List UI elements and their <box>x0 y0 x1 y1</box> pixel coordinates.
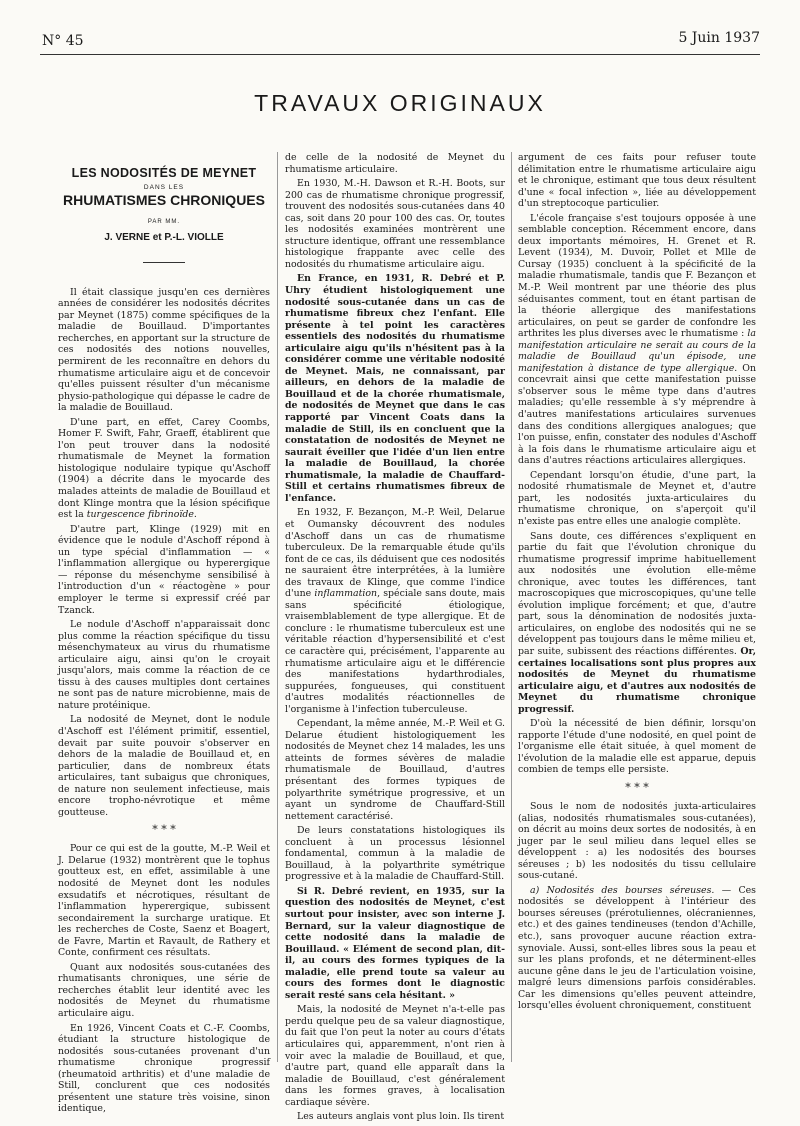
paragraph: Pour ce qui est de la goutte, M.-P. Weil et J. Delarue (1932) montrèrent que le tophus goutteux est, en effet, assimilable à une nodosité de Meynet dont les nodules exsudatifs et nécrotiques, résultant de l'inflammation hyperergique, subissent secondairement la surcharge uratique. Et les recherches de Coste, Saenz et Boagert, de Favre, Martin et Ravault, de Rathery et Conte, confirment ces résultats. <box>58 843 270 959</box>
paragraph: Cependant, la même année, M.-P. Weil et G. Delarue étudient histologiquement les nodosités de Meynet chez 14 malades, les uns atteints de formes sévères de maladie rhumatismale de Bouillaud, d'autres présentant des formes typiques de polyarthrite symétrique progressive, et un ayant un syndrome de Chauffard-Still nettement caractérisé. <box>285 718 505 822</box>
column-divider <box>277 152 278 1062</box>
paragraph: Il était classique jusqu'en ces dernières années de considérer les nodosités décrites par Meynet (1875) comme spécifiques de la maladie de Bouillaud. D'importantes recherches, en apportant sur la structure de ces nodosités des notions nouvelles, permirent de les reconnaître en dehors du rhumatisme articulaire aigu et de concevoir qu'elles puissent résulter d'un mécanisme physio-pathologique qui dépasse le cadre de la maladie de Bouillaud. <box>58 286 270 414</box>
paragraph: argument de ces faits pour refuser toute délimitation entre le rhumatisme articulaire aigu et le chronique, estimant que tous deux résultent d'une « focal infection », liée au développement d'un streptocoque particulier. <box>518 152 756 210</box>
column-1 <box>58 152 270 1118</box>
paragraph: Mais, la nodosité de Meynet n'a-t-elle pas perdu quelque peu de sa valeur diagnostique, du fait que l'on peut la noter au cours d'états articulaires qui, apparemment, n'ont rien à voir avec la maladie de Bouillaud, et que, d'autre part, quand elle apparaît dans la maladie de Bouillaud, c'est généralement dans les formes graves, à localisation cardiaque sévère. <box>285 1004 505 1108</box>
article-title-block <box>58 168 270 244</box>
paragraph: Sous le nom de nodosités juxta-articulaires (alias, nodosités rhumatismales sous-cutanées), on décrit au moins deux sortes de nodosités, à en juger par le seul milieu dans lequel elles se développent : a) les nodosités des bourses séreuses ; b) les nodosités du tissu cellulaire sous-cutané. <box>518 800 756 882</box>
article-by: PAR MM. <box>147 218 181 225</box>
paragraph: De leurs constatations histologiques ils concluent à un processus lésionnel fondamental, commun à la maladie de Bouillaud, à la polyarthrite symétrique progressive et à la maladie de Chauffard-Still. <box>285 825 505 883</box>
article-title-line2: DANS LES <box>143 183 185 191</box>
section-stars: * * * <box>152 823 176 837</box>
paragraph: L'école française s'est toujours opposée à une semblable conception. Récemment encore, dans deux importants mémoires, H. Grenet et R. Levent (1934), M. Duvoir, Pollet et Mlle de Cursay (1935) concluent à la spécificité de la maladie rhumatismale, tandis que F. Bezançon et M.-P. Weil montrent par une théorie des plus séduisantes comment, tout en étant partisan de la théorie allergique des manifestations articulaires, on peut se garder de confondre les arthrites les plus diverses avec le rhumatisme : la manifestation articulaire ne serait au cours de la maladie de Bouillaud qu'un épisode, une manifestation à distance de type allergique. On concevrait ainsi que cette manifestation puisse s'observer sous le même type dans d'autres maladies; qu'elle ressemble à s'y méprendre à d'autres manifestations articulaires survenues dans des conditions allergiques analogues; que l'on puisse, enfin, constater des nodules d'Aschoff à la fois dans le rhumatisme articulaire aigu et dans d'autres réactions articulaires allergiques. <box>518 212 756 467</box>
paragraph: D'une part, en effet, Carey Coombs, Homer F. Swift, Fahr, Graeff, établirent que l'on peut trouver dans la nodosité rhumatismale de Meynet la formation histologique nodulaire typique qu'Aschoff (1904) a décrite dans le myocarde des malades atteints de maladie de Bouillaud et dont Klinge montra que la lésion spécifique est la turgescence fibrinoïde. <box>58 416 270 521</box>
paragraph: de celle de la nodosité de Meynet du rhumatisme articulaire. <box>285 152 505 175</box>
header-rule <box>40 54 760 55</box>
paragraph: En France, en 1931, R. Debré et P. Uhry étudient histologiquement une nodosité sous-cutanée dans un cas de rhumatisme fibreux chez l'enfant. Elle présente à tel point les caractères essentiels des nodosités du rhumatisme articulaire aigu qu'ils n'hésitent pas à la considérer comme une véritable nodosité de Meynet. Mais, ne connaissant, par ailleurs, en dehors de la maladie de Bouillaud et de la chorée rhumatismale, de nodosités de Meynet que dans le cas rapporté par Vincent Coats dans la maladie de Still, ils en concluent que la constatation de nodosités de Meynet ne saurait éveiller que l'idée d'un lien entre la maladie de Bouillaud, la chorée rhumatismale, la maladie de Chauffard-Still et certains rhumatismes fibreux de l'enfance. <box>285 273 505 504</box>
paragraph: a) Nodosités des bourses séreuses. — Ces nodosités se développent à l'intérieur des bourses séreuses (prérotuliennes, olécraniennes, etc.) et des gaines tendineuses (tendon d'Achille, etc.), sans provoquer aucune réaction extra-synoviale. Aussi, sont-elles libres sous la peau et sur les plans profonds, et ne déterminent-elles aucune gêne dans le jeu de l'articulation voisine, malgré leurs dimensions parfois considérables. Car les dimensions qu'elles peuvent atteindre, lorsqu'elles évoluent chroniquement, constituent <box>518 884 756 1012</box>
paragraph: Sans doute, ces différences s'expliquent en partie du fait que l'évolution chronique du rhumatisme progressif imprime habituellement aux nodosités une évolution elle-même chronique, avec toutes les différences, tant macroscopiques que microscopiques, qu'une telle évolution implique forcément; et que, d'autre part, sous la dénomination de nodosités juxta-articulaires, on englobe des nodosités qui ne se développent pas toujours dans le même milieu et, par suite, subissent des réactions différentes. Or, certaines localisations sont plus propres aux nodosités de Meynet du rhumatisme articulaire aigu, et d'autres aux nodosités de Meynet du rhumatisme chronique progressif. <box>518 530 757 715</box>
paragraph: Cependant lorsqu'on étudie, d'une part, la nodosité rhumatismale de Meynet et, d'autre part, les nodosités juxta-articulaires du rhumatisme chronique, on s'aperçoit qu'il n'existe pas entre elles une analogie complète. <box>518 469 756 527</box>
column-2 <box>285 152 505 1126</box>
article-title-line1: LES NODOSITÉS DE MEYNET <box>71 166 257 180</box>
paragraph: Les auteurs anglais vont plus loin. Ils tirent <box>297 1111 505 1123</box>
paragraph: La nodosité de Meynet, dont le nodule d'Aschoff est l'élément primitif, essentiel, devait par suite pouvoir s'observer en dehors de la maladie de Bouillaud et, en particulier, dans de nombreux états articulaires, tant subaigus que chroniques, de nature non seulement infectieuse, mais encore tropho-névrotique et même goutteuse. <box>58 714 270 818</box>
issue-date: 5 Juin 1937 <box>678 30 760 46</box>
title-rule <box>143 262 185 263</box>
column-3 <box>518 152 756 1015</box>
article-authors: J. VERNE et P.-L. VIOLLE <box>104 232 224 244</box>
column-divider <box>511 152 512 1062</box>
paragraph: En 1930, M.-H. Dawson et R.-H. Boots, sur 200 cas de rhumatisme chronique progressif, trouvent des nodosités sous-cutanées dans 40 cas, soit dans 20 pour 100 des cas. Or, toutes les nodosités examinées montrèrent une structure identique, offrant une ressemblance histologique frappante avec celle des nodosités du rhumatisme articulaire aigu. <box>285 178 505 270</box>
paragraph: Le nodule d'Aschoff n'apparaissait donc plus comme la réaction spécifique du tissu mésenchymateux au virus du rhumatisme articulaire aigu, ainsi qu'on le croyait jusqu'alors, mais comme la réaction de ce tissu à des causes multiples dont certaines ne sont pas de nature microbienne, mais de nature protéinique. <box>58 619 270 711</box>
paragraph: D'où la nécessité de bien définir, lorsqu'on rapporte l'étude d'une nodosité, en quel point de l'organisme elle était située, à quel moment de l'évolution de la maladie elle est apparue, depuis combien de temps elle persiste. <box>518 718 756 776</box>
paragraph: En 1926, Vincent Coats et C.-F. Coombs, étudiant la structure histologique de nodosités sous-cutanées provenant d'un rhumatisme chronique progressif (rheumatoid arthritis) et d'une maladie de Still, conclurent que ces nodosités présentent une stature très voisine, sinon identique, <box>58 1022 270 1115</box>
paragraph: D'autre part, Klinge (1929) mit en évidence que le nodule d'Aschoff répond à un type spécial d'inflammation — « l'inflammation allergique ou hyperergique — réponse du mésenchyme sensibilisé à l'introduction d'un « réactogène » pour employer le terme si expressif créé par Tzanck. <box>58 523 270 616</box>
issue-number: N° 45 <box>42 33 84 49</box>
section-title: TRAVAUX ORIGINAUX <box>254 90 546 116</box>
paragraph: Si R. Debré revient, en 1935, sur la question des nodosités de Meynet, c'est surtout pour insister, avec son interne J. Bernard, sur la valeur diagnostique de cette nodosité dans la maladie de Bouillaud. « Elément de second plan, dit-il, au cours des formes typiques de la maladie, elle prend toute sa valeur au cours des formes dont le diagnostic serait resté sans cela hésitant. » <box>285 885 505 1001</box>
section-stars: * * * <box>625 780 649 794</box>
article-title-line3: RHUMATISMES CHRONIQUES <box>63 192 265 209</box>
paragraph: Quant aux nodosités sous-cutanées des rhumatisants chroniques, une série de recherches établit leur identité avec les nodosités de Meynet du rhumatisme articulaire aigu. <box>58 961 270 1019</box>
paragraph: En 1932, F. Bezançon, M.-P. Weil, Delarue et Oumansky découvrent des nodules d'Aschoff dans un cas de rhumatisme tuberculeux. De la remarquable étude qu'ils font de ce cas, ils déduisent que ces nodosités ne sauraient être interprétées, à la lumière des travaux de Klinge, que comme l'indice d'une inflammation, spéciale sans doute, mais sans spécificité étiologique, vraisemblablement de type allergique. Et de conclure : le rhumatisme tuberculeux est une véritable réaction d'hypersensibilité et c'est ce caractère qui, précisément, l'apparente au rhumatisme articulaire aigu et le différencie des manifestations hydarthrodiales, suppurées, fongueuses, qui constituent d'autres modalités réactionnelles de l'organisme à l'infection tuberculeuse. <box>285 507 505 715</box>
